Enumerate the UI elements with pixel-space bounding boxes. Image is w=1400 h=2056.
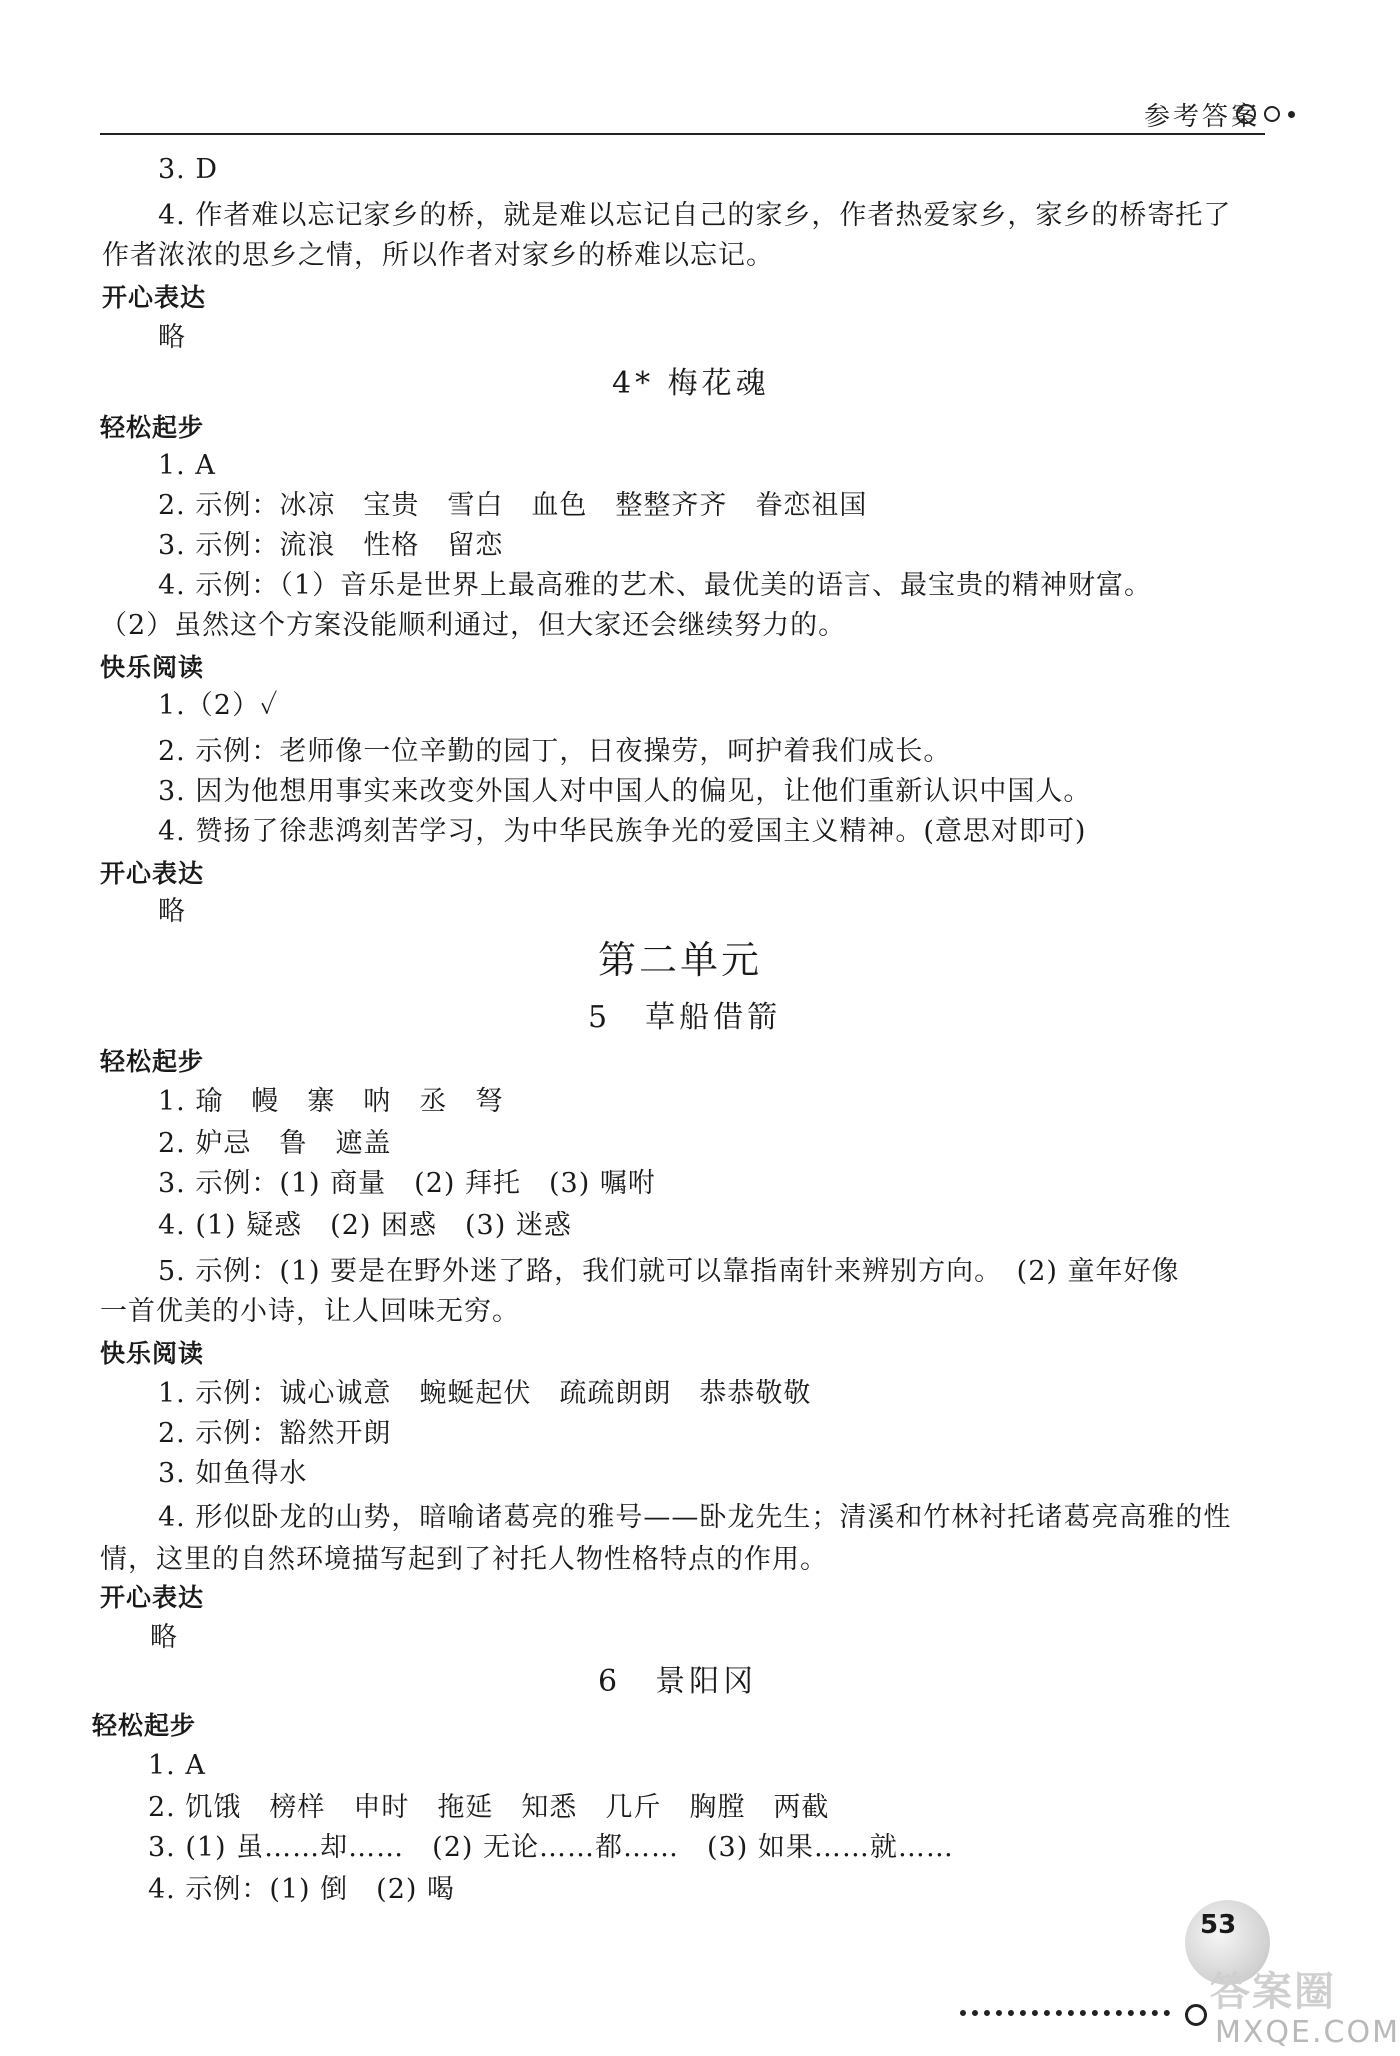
answer-line: 3. 示例：(1) 商量 (2) 拜托 (3) 嘱咐 — [158, 1168, 656, 1199]
answer-line: 略 — [158, 896, 186, 927]
page-number: 53 — [1200, 1910, 1237, 1940]
section-label: 轻松起步 — [100, 413, 205, 442]
answer-line: 2. 妒忌 鲁 遮盖 — [158, 1128, 392, 1159]
section-label: 开心表达 — [102, 283, 207, 312]
answer-line: 3. D — [158, 154, 218, 185]
answer-line: 略 — [150, 1622, 178, 1653]
answer-line: 3. 如鱼得水 — [158, 1458, 308, 1489]
section-label: 快乐阅读 — [100, 1339, 205, 1368]
answer-line: 4. 形似卧龙的山势，暗喻诸葛亮的雅号——卧龙先生；清溪和竹林衬托诸葛亮高雅的性 — [158, 1502, 1232, 1533]
answer-line: 2. 饥饿 榜样 申时 拖延 知悉 几斤 胸膛 两截 — [148, 1792, 830, 1823]
footer-ring-icon — [1185, 2004, 1207, 2026]
answer-line: 3. 因为他想用事实来改变外国人对中国人的偏见，让他们重新认识中国人。 — [158, 776, 1092, 807]
lesson-title: 6 景阳冈 — [598, 1664, 758, 1699]
header-circles-icon — [1236, 104, 1295, 124]
dot-small-icon — [1288, 111, 1295, 118]
answer-line: 一首优美的小诗，让人回味无穷。 — [100, 1296, 520, 1327]
answer-line: 1.（2）✓ — [158, 690, 279, 721]
answer-line: 4. (1) 疑惑 (2) 困惑 (3) 迷惑 — [158, 1210, 572, 1241]
answer-line: 5. 示例：(1) 要是在野外迷了路，我们就可以靠指南针来辨别方向。 (2) 童年好像 — [158, 1256, 1180, 1287]
running-header-title: 参考答案 — [1143, 102, 1260, 132]
section-label: 开心表达 — [100, 859, 205, 888]
circle-large-icon — [1236, 104, 1256, 124]
answer-line: 4. 赞扬了徐悲鸿刻苦学习，为中华民族争光的爱国主义精神。(意思对即可) — [158, 816, 1087, 847]
answer-line: 作者浓浓的思乡之情，所以作者对家乡的桥难以忘记。 — [102, 240, 774, 271]
answer-line: 2. 示例：豁然开朗 — [158, 1418, 392, 1449]
header-rule — [100, 133, 1265, 135]
circle-medium-icon — [1264, 106, 1280, 122]
watermark-text: MXQE.COM — [1215, 2015, 1400, 2050]
section-label: 快乐阅读 — [100, 653, 205, 682]
section-label: 轻松起步 — [92, 1711, 197, 1740]
answer-line: 1. A — [148, 1750, 206, 1781]
answer-line: 情，这里的自然环境描写起到了衬托人物性格特点的作用。 — [100, 1544, 828, 1575]
unit-title: 第二单元 — [598, 938, 763, 982]
answer-line: 1. A — [158, 450, 216, 481]
answer-line: 2. 示例：冰凉 宝贵 雪白 血色 整整齐齐 眷恋祖国 — [158, 490, 868, 521]
answer-line: 1. 示例：诚心诚意 蜿蜒起伏 疏疏朗朗 恭恭敬敬 — [158, 1378, 812, 1409]
footer-dotted-rule — [960, 2010, 1170, 2016]
answer-line: 4. 示例：(1) 倒 (2) 喝 — [148, 1874, 455, 1905]
lesson-title: 4* 梅花魂 — [612, 366, 770, 401]
answer-line: 1. 瑜 幔 寨 呐 丞 弩 — [158, 1086, 504, 1117]
answer-line: （2）虽然这个方案没能顺利通过，但大家还会继续努力的。 — [100, 610, 847, 641]
answer-line: 4. 作者难以忘记家乡的桥，就是难以忘记自己的家乡，作者热爱家乡，家乡的桥寄托了 — [158, 200, 1232, 231]
answer-line: 3. (1) 虽……却…… (2) 无论……都…… (3) 如果……就…… — [148, 1832, 954, 1863]
answer-line: 略 — [158, 322, 186, 353]
section-label: 开心表达 — [100, 1583, 205, 1612]
answer-line: 4. 示例：（1）音乐是世界上最高雅的艺术、最优美的语言、最宝贵的精神财富。 — [158, 570, 1153, 601]
answer-line: 2. 示例：老师像一位辛勤的园丁，日夜操劳，呵护着我们成长。 — [158, 736, 952, 767]
watermark-logo: 答案圈 — [1210, 1969, 1336, 2015]
lesson-title: 5 草船借箭 — [588, 1000, 782, 1035]
section-label: 轻松起步 — [100, 1047, 205, 1076]
answer-line: 3. 示例：流浪 性格 留恋 — [158, 530, 504, 561]
